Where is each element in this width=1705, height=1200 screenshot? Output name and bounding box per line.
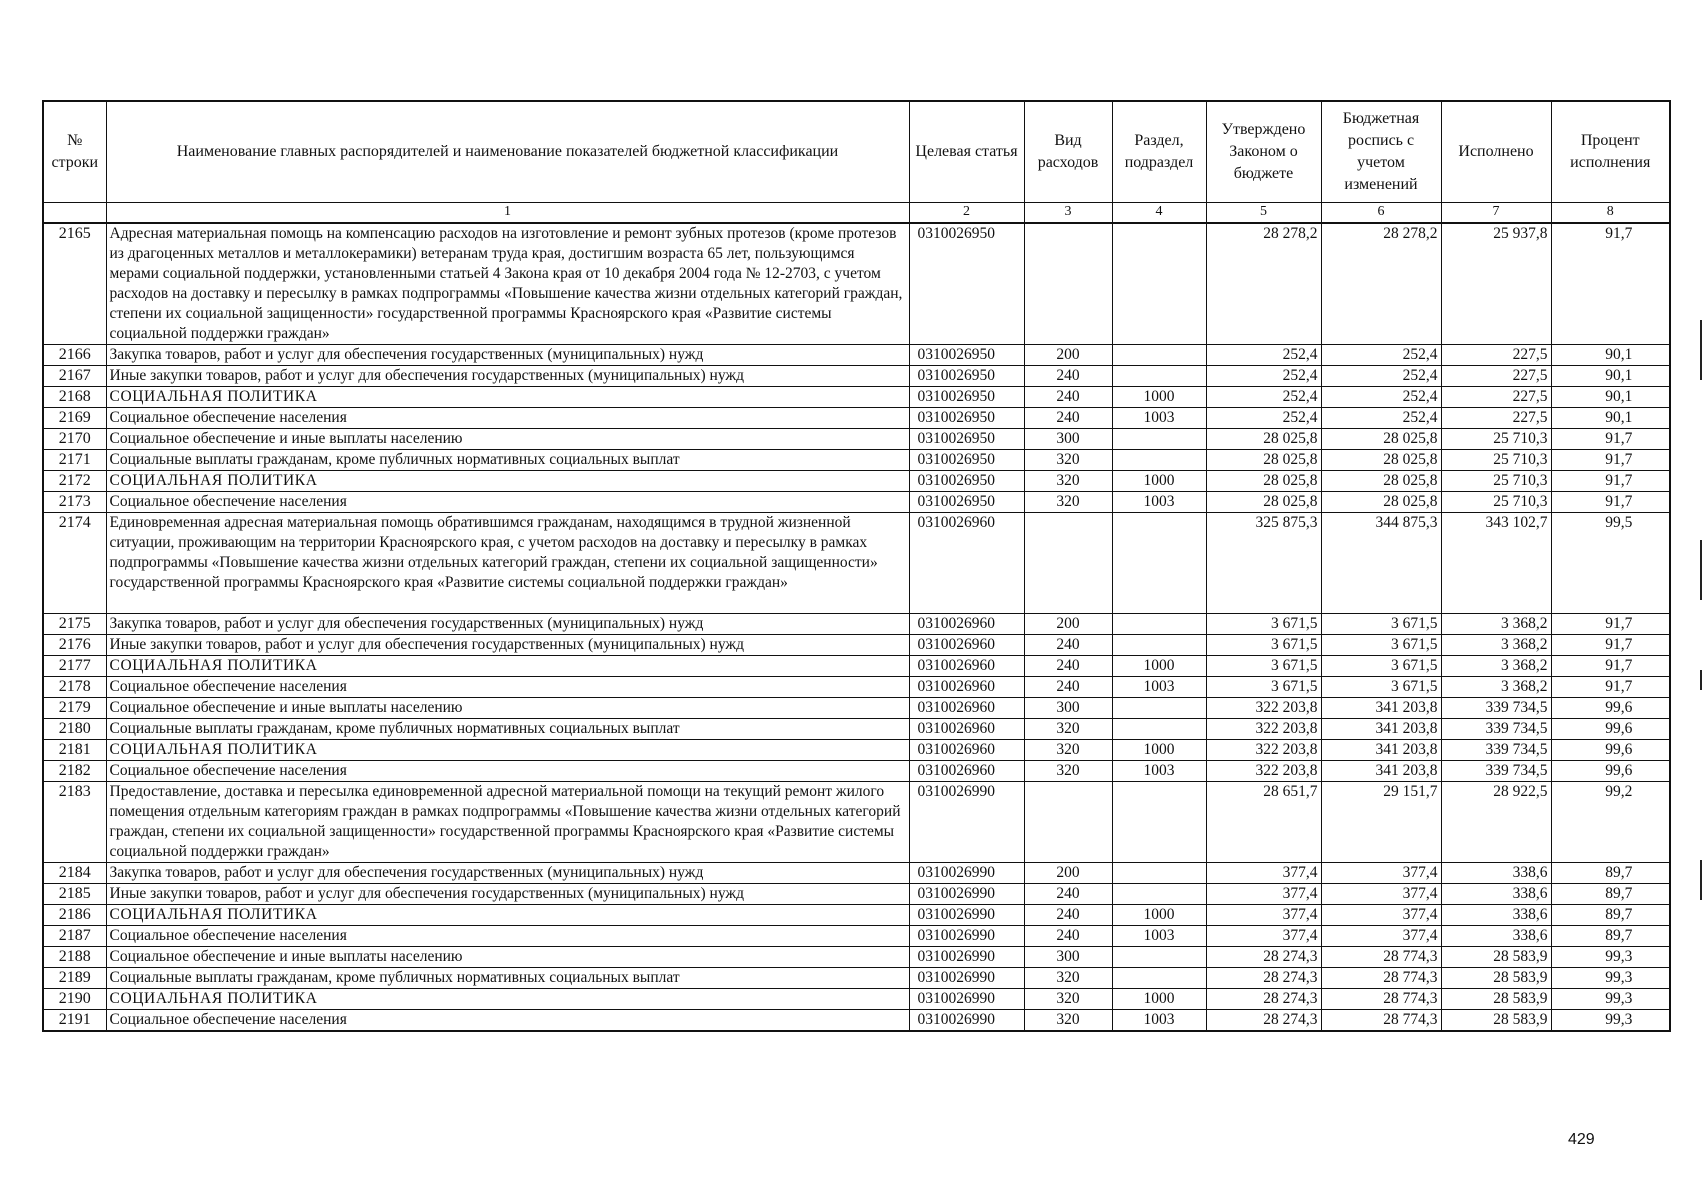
execution-percent: 99,6 bbox=[1551, 740, 1670, 761]
execution-percent: 91,7 bbox=[1551, 450, 1670, 471]
target-article-code: 0310026950 bbox=[909, 223, 1024, 345]
row-name: Единовременная адресная материальная помощь обратившимся гражданам, находящимся в трудной жизненной ситуации, проживающим на территории Красноярского края, с учетом расходов на доставку и пересылку в рамках подпрограммы «Повышение качества жизни отдельных категорий граждан, степени их социальной защищенности» государственной программы Красноярского края «Развитие системы социальной поддержки граждан» bbox=[106, 513, 909, 614]
row-name: Иные закупки товаров, работ и услуг для обеспечения государственных (муниципальных) нужд bbox=[106, 366, 909, 387]
section-code: 1000 bbox=[1112, 989, 1206, 1010]
table-row bbox=[43, 761, 1670, 782]
row-name: СОЦИАЛЬНАЯ ПОЛИТИКА bbox=[106, 471, 909, 492]
budget-list-amount: 3 671,5 bbox=[1321, 614, 1441, 635]
header-row-number: № строки bbox=[43, 101, 106, 203]
execution-percent: 91,7 bbox=[1551, 677, 1670, 698]
execution-percent: 99,3 bbox=[1551, 1010, 1670, 1032]
executed-amount: 3 368,2 bbox=[1441, 656, 1551, 677]
row-name: Социальное обеспечение населения bbox=[106, 408, 909, 429]
approved-amount: 28 025,8 bbox=[1206, 471, 1321, 492]
row-number: 2178 bbox=[43, 677, 106, 698]
section-code: 1003 bbox=[1112, 408, 1206, 429]
header-percent: Процент исполнения bbox=[1551, 101, 1670, 203]
budget-list-amount: 252,4 bbox=[1321, 345, 1441, 366]
expense-type-code: 240 bbox=[1024, 905, 1112, 926]
target-article-code: 0310026960 bbox=[909, 761, 1024, 782]
row-name: СОЦИАЛЬНАЯ ПОЛИТИКА bbox=[106, 387, 909, 408]
expense-type-code: 240 bbox=[1024, 926, 1112, 947]
target-article-code: 0310026960 bbox=[909, 513, 1024, 614]
budget-list-amount: 28 278,2 bbox=[1321, 223, 1441, 345]
row-name: Социальные выплаты гражданам, кроме публичных нормативных социальных выплат bbox=[106, 450, 909, 471]
table-row bbox=[43, 614, 1670, 635]
row-name: СОЦИАЛЬНАЯ ПОЛИТИКА bbox=[106, 656, 909, 677]
section-code: 1000 bbox=[1112, 471, 1206, 492]
row-name: Социальные выплаты гражданам, кроме публичных нормативных социальных выплат bbox=[106, 968, 909, 989]
row-number: 2173 bbox=[43, 492, 106, 513]
execution-percent: 99,6 bbox=[1551, 698, 1670, 719]
column-number: 7 bbox=[1441, 203, 1551, 224]
row-number: 2175 bbox=[43, 614, 106, 635]
row-number: 2187 bbox=[43, 926, 106, 947]
budget-list-amount: 344 875,3 bbox=[1321, 513, 1441, 614]
target-article-code: 0310026990 bbox=[909, 968, 1024, 989]
executed-amount: 28 583,9 bbox=[1441, 947, 1551, 968]
approved-amount: 3 671,5 bbox=[1206, 656, 1321, 677]
target-article-code: 0310026950 bbox=[909, 408, 1024, 429]
executed-amount: 28 583,9 bbox=[1441, 968, 1551, 989]
budget-list-amount: 252,4 bbox=[1321, 387, 1441, 408]
table-row bbox=[43, 884, 1670, 905]
row-number: 2188 bbox=[43, 947, 106, 968]
approved-amount: 322 203,8 bbox=[1206, 698, 1321, 719]
execution-percent: 89,7 bbox=[1551, 926, 1670, 947]
section-code bbox=[1112, 719, 1206, 740]
approved-amount: 3 671,5 bbox=[1206, 635, 1321, 656]
target-article-code: 0310026960 bbox=[909, 614, 1024, 635]
row-name: СОЦИАЛЬНАЯ ПОЛИТИКА bbox=[106, 740, 909, 761]
expense-type-code: 320 bbox=[1024, 989, 1112, 1010]
table-row bbox=[43, 947, 1670, 968]
budget-list-amount: 28 025,8 bbox=[1321, 450, 1441, 471]
row-number: 2177 bbox=[43, 656, 106, 677]
approved-amount: 252,4 bbox=[1206, 408, 1321, 429]
expense-type-code: 200 bbox=[1024, 614, 1112, 635]
execution-percent: 99,3 bbox=[1551, 968, 1670, 989]
budget-list-amount: 377,4 bbox=[1321, 926, 1441, 947]
section-code bbox=[1112, 947, 1206, 968]
table-row bbox=[43, 366, 1670, 387]
approved-amount: 252,4 bbox=[1206, 366, 1321, 387]
execution-percent: 91,7 bbox=[1551, 429, 1670, 450]
expense-type-code bbox=[1024, 513, 1112, 614]
executed-amount: 338,6 bbox=[1441, 905, 1551, 926]
budget-list-amount: 377,4 bbox=[1321, 884, 1441, 905]
execution-percent: 91,7 bbox=[1551, 492, 1670, 513]
header-budget-list: Бюджетная роспись с учетом изменений bbox=[1321, 101, 1441, 203]
row-number: 2168 bbox=[43, 387, 106, 408]
target-article-code: 0310026960 bbox=[909, 635, 1024, 656]
target-article-code: 0310026960 bbox=[909, 740, 1024, 761]
approved-amount: 377,4 bbox=[1206, 926, 1321, 947]
column-number: 1 bbox=[106, 203, 909, 224]
row-number: 2189 bbox=[43, 968, 106, 989]
table-row bbox=[43, 408, 1670, 429]
budget-list-amount: 341 203,8 bbox=[1321, 719, 1441, 740]
executed-amount: 227,5 bbox=[1441, 387, 1551, 408]
expense-type-code: 300 bbox=[1024, 698, 1112, 719]
section-code: 1003 bbox=[1112, 492, 1206, 513]
table-row bbox=[43, 471, 1670, 492]
table-row bbox=[43, 1010, 1670, 1032]
target-article-code: 0310026990 bbox=[909, 905, 1024, 926]
approved-amount: 28 274,3 bbox=[1206, 947, 1321, 968]
column-number: 2 bbox=[909, 203, 1024, 224]
expense-type-code: 320 bbox=[1024, 1010, 1112, 1032]
column-number-row bbox=[43, 203, 1670, 224]
table-row bbox=[43, 450, 1670, 471]
target-article-code: 0310026990 bbox=[909, 782, 1024, 863]
row-number: 2186 bbox=[43, 905, 106, 926]
budget-list-amount: 252,4 bbox=[1321, 366, 1441, 387]
target-article-code: 0310026990 bbox=[909, 926, 1024, 947]
executed-amount: 25 710,3 bbox=[1441, 492, 1551, 513]
section-code: 1000 bbox=[1112, 740, 1206, 761]
column-number: 3 bbox=[1024, 203, 1112, 224]
budget-list-amount: 252,4 bbox=[1321, 408, 1441, 429]
section-code: 1000 bbox=[1112, 656, 1206, 677]
expense-type-code: 200 bbox=[1024, 863, 1112, 884]
section-code: 1003 bbox=[1112, 926, 1206, 947]
execution-percent: 91,7 bbox=[1551, 656, 1670, 677]
approved-amount: 377,4 bbox=[1206, 905, 1321, 926]
row-number: 2179 bbox=[43, 698, 106, 719]
execution-percent: 91,7 bbox=[1551, 635, 1670, 656]
budget-list-amount: 28 774,3 bbox=[1321, 968, 1441, 989]
header-expense-type: Вид расходов bbox=[1024, 101, 1112, 203]
table-row bbox=[43, 223, 1670, 345]
expense-type-code: 240 bbox=[1024, 635, 1112, 656]
table-row bbox=[43, 782, 1670, 863]
row-name: Социальное обеспечение населения bbox=[106, 677, 909, 698]
row-name: Социальное обеспечение и иные выплаты населению bbox=[106, 429, 909, 450]
expense-type-code: 240 bbox=[1024, 677, 1112, 698]
budget-list-amount: 28 774,3 bbox=[1321, 1010, 1441, 1032]
row-number: 2169 bbox=[43, 408, 106, 429]
table-row bbox=[43, 698, 1670, 719]
executed-amount: 339 734,5 bbox=[1441, 761, 1551, 782]
row-name: СОЦИАЛЬНАЯ ПОЛИТИКА bbox=[106, 905, 909, 926]
execution-percent: 89,7 bbox=[1551, 863, 1670, 884]
target-article-code: 0310026990 bbox=[909, 884, 1024, 905]
approved-amount: 28 025,8 bbox=[1206, 492, 1321, 513]
execution-percent: 99,6 bbox=[1551, 761, 1670, 782]
column-number: 4 bbox=[1112, 203, 1206, 224]
column-number: 5 bbox=[1206, 203, 1321, 224]
row-number: 2191 bbox=[43, 1010, 106, 1032]
table-row bbox=[43, 635, 1670, 656]
execution-percent: 90,1 bbox=[1551, 387, 1670, 408]
row-number: 2166 bbox=[43, 345, 106, 366]
target-article-code: 0310026950 bbox=[909, 345, 1024, 366]
target-article-code: 0310026960 bbox=[909, 656, 1024, 677]
expense-type-code: 240 bbox=[1024, 408, 1112, 429]
row-number: 2174 bbox=[43, 513, 106, 614]
executed-amount: 227,5 bbox=[1441, 408, 1551, 429]
table-header-row bbox=[43, 101, 1670, 203]
section-code bbox=[1112, 366, 1206, 387]
section-code bbox=[1112, 863, 1206, 884]
executed-amount: 338,6 bbox=[1441, 926, 1551, 947]
executed-amount: 3 368,2 bbox=[1441, 635, 1551, 656]
approved-amount: 3 671,5 bbox=[1206, 614, 1321, 635]
row-name: Социальное обеспечение и иные выплаты населению bbox=[106, 947, 909, 968]
approved-amount: 28 274,3 bbox=[1206, 1010, 1321, 1032]
expense-type-code: 240 bbox=[1024, 656, 1112, 677]
scan-edge-mark bbox=[1700, 670, 1702, 690]
row-name: Адресная материальная помощь на компенсацию расходов на изготовление и ремонт зубных протезов (кроме протезов из драгоценных металлов и металлокерамики) ветеранам труда края, достигшим возраста 65 лет, пользующимся мерами социальной поддержки, установленными статьей 4 Закона края от 10 декабря 2004 года № 12-2703, с учетом расходов на доставку и пересылку в рамках подпрограммы «Повышение качества жизни отдельных категорий граждан, степени их социальной защищенности» государственной программы Красноярского края «Развитие системы социальной поддержки граждан» bbox=[106, 223, 909, 345]
row-name: Социальное обеспечение населения bbox=[106, 761, 909, 782]
expense-type-code: 320 bbox=[1024, 471, 1112, 492]
approved-amount: 3 671,5 bbox=[1206, 677, 1321, 698]
row-name: СОЦИАЛЬНАЯ ПОЛИТИКА bbox=[106, 989, 909, 1010]
execution-percent: 89,7 bbox=[1551, 905, 1670, 926]
approved-amount: 377,4 bbox=[1206, 884, 1321, 905]
expense-type-code: 200 bbox=[1024, 345, 1112, 366]
table-row bbox=[43, 677, 1670, 698]
column-number: 8 bbox=[1551, 203, 1670, 224]
target-article-code: 0310026990 bbox=[909, 1010, 1024, 1032]
execution-percent: 90,1 bbox=[1551, 345, 1670, 366]
row-name: Предоставление, доставка и пересылка единовременной адресной материальной помощи на текущий ремонт жилого помещения отдельным категориям граждан в рамках подпрограммы «Повышение качества жизни отдельных категорий граждан, степени их социальной защищенности» государственной программы Красноярского края «Развитие системы социальной поддержки граждан» bbox=[106, 782, 909, 863]
execution-percent: 90,1 bbox=[1551, 408, 1670, 429]
executed-amount: 338,6 bbox=[1441, 884, 1551, 905]
scan-edge-mark bbox=[1700, 320, 1702, 380]
expense-type-code: 320 bbox=[1024, 740, 1112, 761]
executed-amount: 3 368,2 bbox=[1441, 614, 1551, 635]
row-number: 2176 bbox=[43, 635, 106, 656]
scan-edge-mark bbox=[1700, 540, 1702, 600]
section-code bbox=[1112, 223, 1206, 345]
execution-percent: 99,2 bbox=[1551, 782, 1670, 863]
row-name: Социальные выплаты гражданам, кроме публичных нормативных социальных выплат bbox=[106, 719, 909, 740]
section-code bbox=[1112, 450, 1206, 471]
target-article-code: 0310026990 bbox=[909, 947, 1024, 968]
table-row bbox=[43, 905, 1670, 926]
row-number: 2181 bbox=[43, 740, 106, 761]
section-code bbox=[1112, 884, 1206, 905]
approved-amount: 28 274,3 bbox=[1206, 989, 1321, 1010]
executed-amount: 227,5 bbox=[1441, 366, 1551, 387]
approved-amount: 28 651,7 bbox=[1206, 782, 1321, 863]
section-code bbox=[1112, 614, 1206, 635]
section-code bbox=[1112, 968, 1206, 989]
approved-amount: 322 203,8 bbox=[1206, 761, 1321, 782]
scan-edge-mark bbox=[1700, 860, 1702, 900]
table-row bbox=[43, 719, 1670, 740]
table-row bbox=[43, 387, 1670, 408]
executed-amount: 25 710,3 bbox=[1441, 429, 1551, 450]
budget-list-amount: 341 203,8 bbox=[1321, 761, 1441, 782]
header-executed: Исполнено bbox=[1441, 101, 1551, 203]
table-row bbox=[43, 740, 1670, 761]
section-code: 1000 bbox=[1112, 387, 1206, 408]
table-row bbox=[43, 345, 1670, 366]
section-code: 1003 bbox=[1112, 761, 1206, 782]
expense-type-code bbox=[1024, 223, 1112, 345]
row-name: Социальное обеспечение и иные выплаты населению bbox=[106, 698, 909, 719]
budget-list-amount: 3 671,5 bbox=[1321, 677, 1441, 698]
budget-list-amount: 28 774,3 bbox=[1321, 989, 1441, 1010]
expense-type-code: 300 bbox=[1024, 429, 1112, 450]
section-code bbox=[1112, 635, 1206, 656]
row-name: Иные закупки товаров, работ и услуг для обеспечения государственных (муниципальных) нужд bbox=[106, 884, 909, 905]
approved-amount: 322 203,8 bbox=[1206, 719, 1321, 740]
target-article-code: 0310026960 bbox=[909, 698, 1024, 719]
target-article-code: 0310026990 bbox=[909, 863, 1024, 884]
table-row bbox=[43, 926, 1670, 947]
executed-amount: 28 583,9 bbox=[1441, 989, 1551, 1010]
row-number: 2171 bbox=[43, 450, 106, 471]
row-number: 2183 bbox=[43, 782, 106, 863]
table-body bbox=[43, 223, 1670, 1031]
executed-amount: 227,5 bbox=[1441, 345, 1551, 366]
approved-amount: 28 025,8 bbox=[1206, 429, 1321, 450]
executed-amount: 343 102,7 bbox=[1441, 513, 1551, 614]
expense-type-code: 300 bbox=[1024, 947, 1112, 968]
expense-type-code: 240 bbox=[1024, 366, 1112, 387]
page-number: 429 bbox=[1568, 1131, 1595, 1148]
approved-amount: 28 278,2 bbox=[1206, 223, 1321, 345]
section-code: 1000 bbox=[1112, 905, 1206, 926]
row-name: Социальное обеспечение населения bbox=[106, 492, 909, 513]
executed-amount: 28 922,5 bbox=[1441, 782, 1551, 863]
table-row bbox=[43, 863, 1670, 884]
executed-amount: 25 710,3 bbox=[1441, 450, 1551, 471]
approved-amount: 252,4 bbox=[1206, 345, 1321, 366]
header-name: Наименование главных распорядителей и наименование показателей бюджетной классификации bbox=[106, 101, 909, 203]
budget-list-amount: 29 151,7 bbox=[1321, 782, 1441, 863]
row-number: 2165 bbox=[43, 223, 106, 345]
execution-percent: 99,3 bbox=[1551, 947, 1670, 968]
section-code bbox=[1112, 698, 1206, 719]
row-name: Социальное обеспечение населения bbox=[106, 1010, 909, 1032]
executed-amount: 25 937,8 bbox=[1441, 223, 1551, 345]
execution-percent: 99,3 bbox=[1551, 989, 1670, 1010]
row-number: 2170 bbox=[43, 429, 106, 450]
target-article-code: 0310026950 bbox=[909, 366, 1024, 387]
execution-percent: 90,1 bbox=[1551, 366, 1670, 387]
budget-execution-table bbox=[42, 100, 1671, 1032]
expense-type-code: 320 bbox=[1024, 968, 1112, 989]
executed-amount: 339 734,5 bbox=[1441, 698, 1551, 719]
target-article-code: 0310026950 bbox=[909, 450, 1024, 471]
expense-type-code: 320 bbox=[1024, 719, 1112, 740]
approved-amount: 28 274,3 bbox=[1206, 968, 1321, 989]
expense-type-code: 240 bbox=[1024, 884, 1112, 905]
row-number: 2172 bbox=[43, 471, 106, 492]
section-code bbox=[1112, 782, 1206, 863]
budget-list-amount: 3 671,5 bbox=[1321, 635, 1441, 656]
row-number: 2167 bbox=[43, 366, 106, 387]
expense-type-code bbox=[1024, 782, 1112, 863]
section-code bbox=[1112, 513, 1206, 614]
target-article-code: 0310026960 bbox=[909, 677, 1024, 698]
approved-amount: 377,4 bbox=[1206, 863, 1321, 884]
budget-list-amount: 28 774,3 bbox=[1321, 947, 1441, 968]
executed-amount: 25 710,3 bbox=[1441, 471, 1551, 492]
section-code bbox=[1112, 429, 1206, 450]
section-code: 1003 bbox=[1112, 677, 1206, 698]
execution-percent: 89,7 bbox=[1551, 884, 1670, 905]
target-article-code: 0310026990 bbox=[909, 989, 1024, 1010]
budget-list-amount: 341 203,8 bbox=[1321, 740, 1441, 761]
executed-amount: 339 734,5 bbox=[1441, 740, 1551, 761]
executed-amount: 338,6 bbox=[1441, 863, 1551, 884]
approved-amount: 322 203,8 bbox=[1206, 740, 1321, 761]
expense-type-code: 320 bbox=[1024, 450, 1112, 471]
execution-percent: 91,7 bbox=[1551, 223, 1670, 345]
budget-list-amount: 28 025,8 bbox=[1321, 492, 1441, 513]
row-name: Закупка товаров, работ и услуг для обеспечения государственных (муниципальных) нужд bbox=[106, 345, 909, 366]
target-article-code: 0310026950 bbox=[909, 471, 1024, 492]
row-number: 2184 bbox=[43, 863, 106, 884]
table-row bbox=[43, 429, 1670, 450]
target-article-code: 0310026950 bbox=[909, 387, 1024, 408]
target-article-code: 0310026950 bbox=[909, 492, 1024, 513]
header-target-article: Целевая статья bbox=[909, 101, 1024, 203]
section-code: 1003 bbox=[1112, 1010, 1206, 1032]
budget-list-amount: 341 203,8 bbox=[1321, 698, 1441, 719]
expense-type-code: 240 bbox=[1024, 387, 1112, 408]
table-row bbox=[43, 492, 1670, 513]
row-number: 2182 bbox=[43, 761, 106, 782]
budget-list-amount: 377,4 bbox=[1321, 905, 1441, 926]
executed-amount: 339 734,5 bbox=[1441, 719, 1551, 740]
header-section: Раздел, подраздел bbox=[1112, 101, 1206, 203]
execution-percent: 99,6 bbox=[1551, 719, 1670, 740]
budget-list-amount: 377,4 bbox=[1321, 863, 1441, 884]
budget-list-amount: 3 671,5 bbox=[1321, 656, 1441, 677]
row-number: 2190 bbox=[43, 989, 106, 1010]
approved-amount: 252,4 bbox=[1206, 387, 1321, 408]
row-name: Закупка товаров, работ и услуг для обеспечения государственных (муниципальных) нужд bbox=[106, 863, 909, 884]
header-approved: Утверждено Законом о бюджете bbox=[1206, 101, 1321, 203]
table-row bbox=[43, 989, 1670, 1010]
executed-amount: 3 368,2 bbox=[1441, 677, 1551, 698]
row-name: Социальное обеспечение населения bbox=[106, 926, 909, 947]
row-number: 2180 bbox=[43, 719, 106, 740]
row-name: Закупка товаров, работ и услуг для обеспечения государственных (муниципальных) нужд bbox=[106, 614, 909, 635]
execution-percent: 91,7 bbox=[1551, 471, 1670, 492]
budget-list-amount: 28 025,8 bbox=[1321, 429, 1441, 450]
expense-type-code: 320 bbox=[1024, 761, 1112, 782]
expense-type-code: 320 bbox=[1024, 492, 1112, 513]
table-row bbox=[43, 513, 1670, 614]
approved-amount: 28 025,8 bbox=[1206, 450, 1321, 471]
table-row bbox=[43, 656, 1670, 677]
row-name: Иные закупки товаров, работ и услуг для обеспечения государственных (муниципальных) нужд bbox=[106, 635, 909, 656]
executed-amount: 28 583,9 bbox=[1441, 1010, 1551, 1032]
target-article-code: 0310026950 bbox=[909, 429, 1024, 450]
table-row bbox=[43, 968, 1670, 989]
row-number: 2185 bbox=[43, 884, 106, 905]
column-number: 6 bbox=[1321, 203, 1441, 224]
execution-percent: 91,7 bbox=[1551, 614, 1670, 635]
execution-percent: 99,5 bbox=[1551, 513, 1670, 614]
approved-amount: 325 875,3 bbox=[1206, 513, 1321, 614]
target-article-code: 0310026960 bbox=[909, 719, 1024, 740]
budget-list-amount: 28 025,8 bbox=[1321, 471, 1441, 492]
section-code bbox=[1112, 345, 1206, 366]
